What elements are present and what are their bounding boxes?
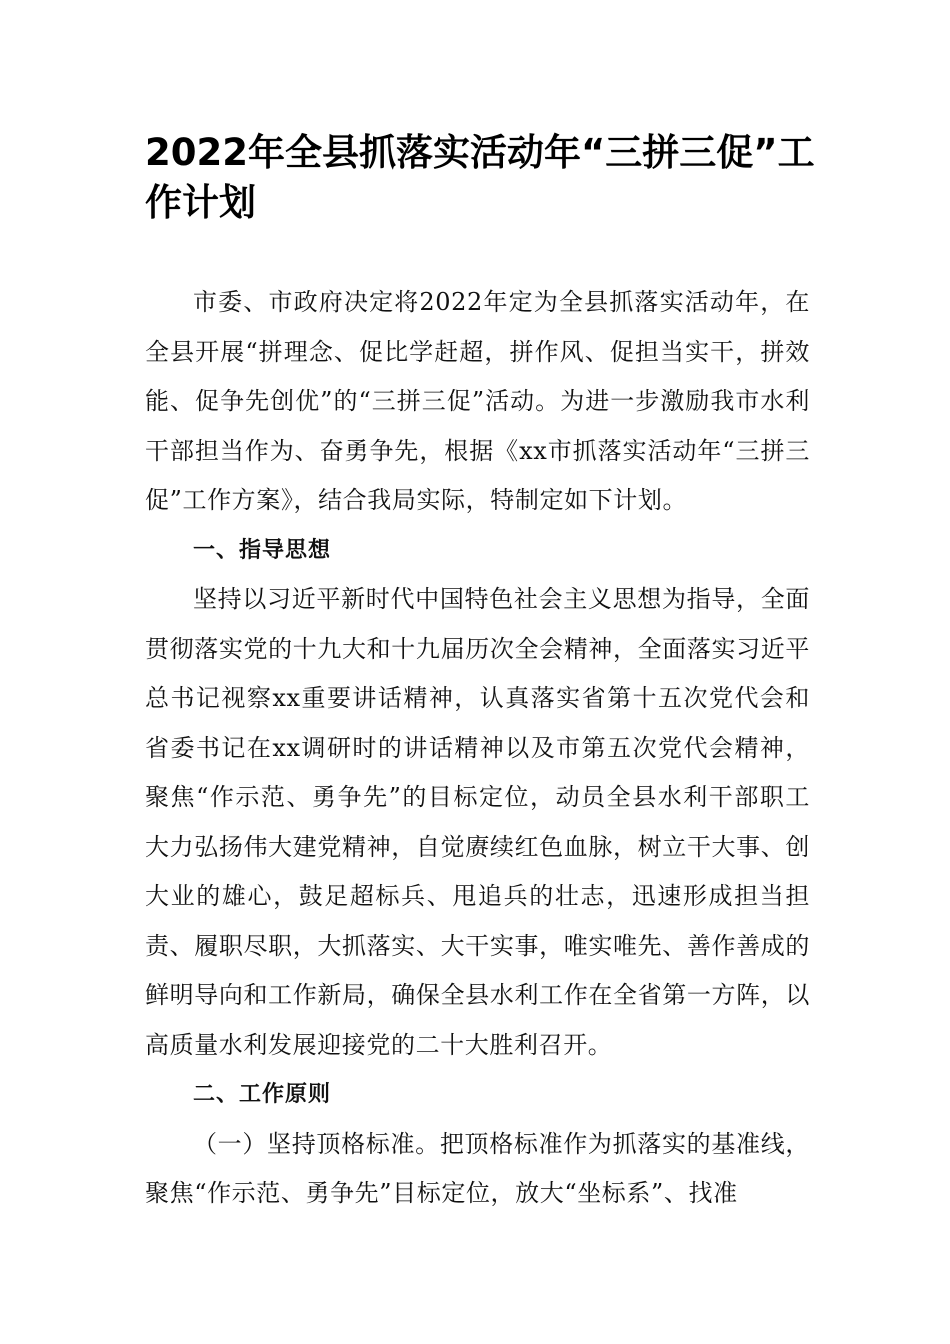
section-heading-guiding-ideology: 一、指导思想 [193,537,332,563]
document-title: 2022年全县抓落实活动年“三拼三促”工作计划 [145,131,815,224]
section-heading-work-principles: 二、工作原则 [193,1082,332,1107]
guiding-ideology-paragraph: 坚持以习近平新时代中国特色社会主义思想为指导，全面贯彻落实党的十九大和十九届历次全会精神，全面落实习近平总书记视察xx重要讲话精神，认真落实省第十五次党代会和省委书记在xx调研时的讲话精神以及市第五次党代会精神，聚焦“作示范、勇争先”的目标定位，动员全县水利干部职工大力弘扬伟大建党精神，自觉赓续红色血脉，树立干大事、创大业的雄心，鼓足超标兵、甩追兵的壮志，迅速形成担当担责、履职尽职，大抓落实、大干实事，唯实唯先、善作善成的鲜明导向和工作新局，确保全县水利工作在全省第一方阵，以高质量水利发展迎接党的二十大胜利召开。 [145,585,810,1059]
intro-paragraph: 市委、市政府决定将2022年定为全县抓落实活动年，在全县开展“拼理念、促比学赶超，拼作风、促担当实干，拼效能、促争先创优”的“三拼三促”活动。为进一步激励我市水利干部担当作为、奋勇争先，根据《xx市抓落实活动年“三拼三促”工作方案》，结合我局实际，特制定如下计划。 [145,288,810,514]
document-body [145,278,810,1219]
work-principles-paragraph: （一）坚持顶格标准。把顶格标准作为抓落实的基准线，聚焦“作示范、勇争先”目标定位，放大“坐标系”、找准 [145,1129,810,1207]
